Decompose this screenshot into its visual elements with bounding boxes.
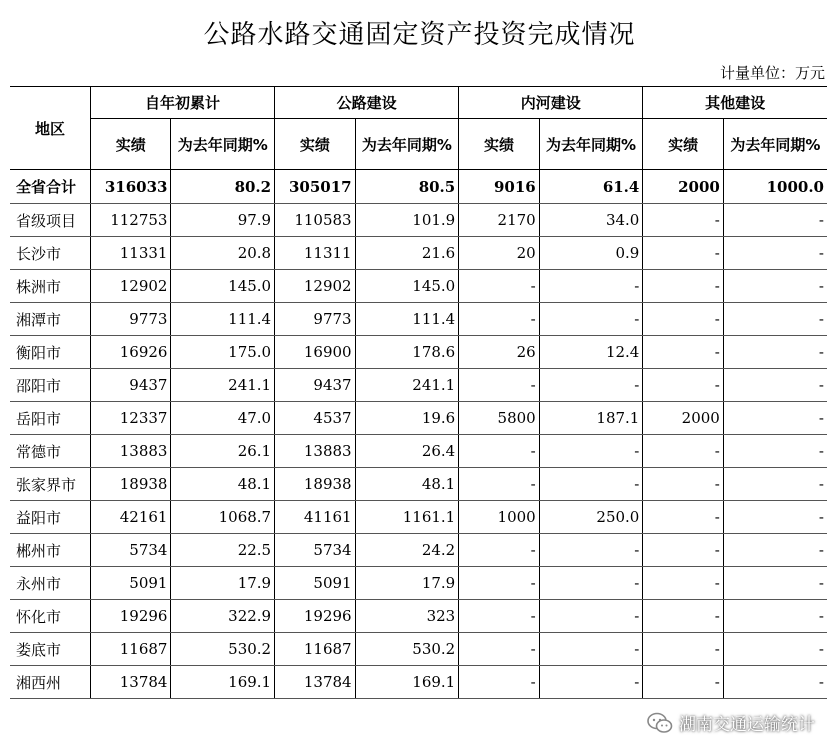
header-yoy-pct: 为去年同期% xyxy=(355,119,459,170)
actual-cell: 13784 xyxy=(90,666,170,699)
actual-cell: - xyxy=(643,336,723,369)
actual-cell: - xyxy=(459,633,539,666)
yoy-pct-cell: 530.2 xyxy=(171,633,275,666)
actual-cell: - xyxy=(643,369,723,402)
region-cell: 岳阳市 xyxy=(10,402,90,435)
actual-cell: - xyxy=(643,204,723,237)
actual-cell: - xyxy=(643,435,723,468)
actual-cell: 9773 xyxy=(90,303,170,336)
yoy-pct-cell: 1161.1 xyxy=(355,501,459,534)
actual-cell: 13883 xyxy=(275,435,355,468)
yoy-pct-cell: - xyxy=(539,600,643,633)
actual-cell: 9773 xyxy=(275,303,355,336)
actual-cell: - xyxy=(459,270,539,303)
yoy-pct-cell: - xyxy=(539,633,643,666)
region-cell: 益阳市 xyxy=(10,501,90,534)
actual-cell: - xyxy=(643,237,723,270)
yoy-pct-cell: - xyxy=(723,237,827,270)
yoy-pct-cell: 111.4 xyxy=(355,303,459,336)
actual-cell: - xyxy=(643,501,723,534)
region-cell: 怀化市 xyxy=(10,600,90,633)
table-row xyxy=(10,237,827,270)
actual-cell: 5734 xyxy=(275,534,355,567)
region-cell: 湘潭市 xyxy=(10,303,90,336)
table-row xyxy=(10,435,827,468)
actual-cell: 316033 xyxy=(90,170,170,204)
actual-cell: 112753 xyxy=(90,204,170,237)
actual-cell: 5091 xyxy=(275,567,355,600)
yoy-pct-cell: 34.0 xyxy=(539,204,643,237)
yoy-pct-cell: 80.5 xyxy=(355,170,459,204)
actual-cell: 110583 xyxy=(275,204,355,237)
actual-cell: 9437 xyxy=(275,369,355,402)
table-row xyxy=(10,600,827,633)
region-cell: 长沙市 xyxy=(10,237,90,270)
yoy-pct-cell: - xyxy=(723,303,827,336)
yoy-pct-cell: - xyxy=(539,666,643,699)
yoy-pct-cell: 47.0 xyxy=(171,402,275,435)
yoy-pct-cell: - xyxy=(539,567,643,600)
yoy-pct-cell: 48.1 xyxy=(355,468,459,501)
actual-cell: 13883 xyxy=(90,435,170,468)
yoy-pct-cell: - xyxy=(723,336,827,369)
yoy-pct-cell: 169.1 xyxy=(171,666,275,699)
actual-cell: - xyxy=(459,468,539,501)
table-row xyxy=(10,567,827,600)
actual-cell: 18938 xyxy=(275,468,355,501)
actual-cell: - xyxy=(459,666,539,699)
actual-cell: 12902 xyxy=(90,270,170,303)
actual-cell: - xyxy=(459,303,539,336)
yoy-pct-cell: - xyxy=(723,567,827,600)
actual-cell: 41161 xyxy=(275,501,355,534)
actual-cell: - xyxy=(643,468,723,501)
table-row xyxy=(10,369,827,402)
yoy-pct-cell: 26.4 xyxy=(355,435,459,468)
yoy-pct-cell: 145.0 xyxy=(355,270,459,303)
yoy-pct-cell: - xyxy=(539,534,643,567)
table-row xyxy=(10,468,827,501)
investment-table xyxy=(10,86,827,699)
yoy-pct-cell: 21.6 xyxy=(355,237,459,270)
yoy-pct-cell: 175.0 xyxy=(171,336,275,369)
yoy-pct-cell: - xyxy=(723,501,827,534)
region-cell: 永州市 xyxy=(10,567,90,600)
header-group-cumulative: 自年初累计 xyxy=(90,87,274,119)
table-row xyxy=(10,303,827,336)
yoy-pct-cell: 12.4 xyxy=(539,336,643,369)
table-row xyxy=(10,336,827,369)
actual-cell: 9016 xyxy=(459,170,539,204)
yoy-pct-cell: - xyxy=(539,468,643,501)
actual-cell: 20 xyxy=(459,237,539,270)
actual-cell: 18938 xyxy=(90,468,170,501)
yoy-pct-cell: 169.1 xyxy=(355,666,459,699)
region-cell: 湘西州 xyxy=(10,666,90,699)
wechat-icon xyxy=(647,712,673,734)
actual-cell: 19296 xyxy=(90,600,170,633)
yoy-pct-cell: 48.1 xyxy=(171,468,275,501)
actual-cell: 42161 xyxy=(90,501,170,534)
watermark-text: 湖南交通运输统计 xyxy=(679,715,815,735)
yoy-pct-cell: 241.1 xyxy=(171,369,275,402)
yoy-pct-cell: - xyxy=(539,270,643,303)
yoy-pct-cell: - xyxy=(723,435,827,468)
actual-cell: 11687 xyxy=(90,633,170,666)
actual-cell: 11687 xyxy=(275,633,355,666)
table-row xyxy=(10,402,827,435)
table-row xyxy=(10,270,827,303)
actual-cell: - xyxy=(643,567,723,600)
actual-cell: 1000 xyxy=(459,501,539,534)
header-actual: 实绩 xyxy=(90,119,170,170)
actual-cell: 16926 xyxy=(90,336,170,369)
actual-cell: - xyxy=(459,534,539,567)
yoy-pct-cell: 0.9 xyxy=(539,237,643,270)
yoy-pct-cell: - xyxy=(723,468,827,501)
table-row xyxy=(10,170,827,204)
region-cell: 省级项目 xyxy=(10,204,90,237)
actual-cell: 4537 xyxy=(275,402,355,435)
table-row xyxy=(10,633,827,666)
actual-cell: - xyxy=(459,369,539,402)
yoy-pct-cell: - xyxy=(539,369,643,402)
yoy-pct-cell: 20.8 xyxy=(171,237,275,270)
actual-cell: 2000 xyxy=(643,402,723,435)
yoy-pct-cell: 1000.0 xyxy=(723,170,827,204)
yoy-pct-cell: - xyxy=(723,666,827,699)
actual-cell: 2000 xyxy=(643,170,723,204)
header-actual: 实绩 xyxy=(459,119,539,170)
yoy-pct-cell: 241.1 xyxy=(355,369,459,402)
page-title: 公路水路交通固定资产投资完成情况 xyxy=(203,20,636,50)
actual-cell: - xyxy=(643,600,723,633)
region-cell: 郴州市 xyxy=(10,534,90,567)
actual-cell: 26 xyxy=(459,336,539,369)
table-row xyxy=(10,204,827,237)
region-cell: 邵阳市 xyxy=(10,369,90,402)
watermark xyxy=(647,710,815,735)
actual-cell: 5800 xyxy=(459,402,539,435)
actual-cell: 5734 xyxy=(90,534,170,567)
actual-cell: - xyxy=(643,534,723,567)
header-group-inland-waterway: 内河建设 xyxy=(459,87,643,119)
yoy-pct-cell: - xyxy=(539,435,643,468)
actual-cell: 11311 xyxy=(275,237,355,270)
header-region: 地区 xyxy=(10,87,90,170)
actual-cell: 11331 xyxy=(90,237,170,270)
actual-cell: - xyxy=(459,567,539,600)
header-actual: 实绩 xyxy=(275,119,355,170)
yoy-pct-cell: 1068.7 xyxy=(171,501,275,534)
actual-cell: 9437 xyxy=(90,369,170,402)
yoy-pct-cell: - xyxy=(723,369,827,402)
yoy-pct-cell: 97.9 xyxy=(171,204,275,237)
yoy-pct-cell: 80.2 xyxy=(171,170,275,204)
table-row xyxy=(10,534,827,567)
actual-cell: 12337 xyxy=(90,402,170,435)
actual-cell: - xyxy=(643,633,723,666)
yoy-pct-cell: 19.6 xyxy=(355,402,459,435)
actual-cell: 19296 xyxy=(275,600,355,633)
actual-cell: 13784 xyxy=(275,666,355,699)
region-cell: 全省合计 xyxy=(10,170,90,204)
yoy-pct-cell: 322.9 xyxy=(171,600,275,633)
header-group-other: 其他建设 xyxy=(643,87,827,119)
yoy-pct-cell: 530.2 xyxy=(355,633,459,666)
actual-cell: - xyxy=(459,435,539,468)
region-cell: 张家界市 xyxy=(10,468,90,501)
actual-cell: - xyxy=(643,303,723,336)
table-row xyxy=(10,501,827,534)
yoy-pct-cell: 111.4 xyxy=(171,303,275,336)
yoy-pct-cell: - xyxy=(723,534,827,567)
yoy-pct-cell: 17.9 xyxy=(355,567,459,600)
yoy-pct-cell: 101.9 xyxy=(355,204,459,237)
header-yoy-pct: 为去年同期% xyxy=(171,119,275,170)
region-cell: 娄底市 xyxy=(10,633,90,666)
actual-cell: 305017 xyxy=(275,170,355,204)
yoy-pct-cell: - xyxy=(723,633,827,666)
yoy-pct-cell: 323 xyxy=(355,600,459,633)
region-cell: 衡阳市 xyxy=(10,336,90,369)
actual-cell: - xyxy=(643,666,723,699)
yoy-pct-cell: 26.1 xyxy=(171,435,275,468)
yoy-pct-cell: 24.2 xyxy=(355,534,459,567)
unit-label: 计量单位：万元 xyxy=(719,64,825,82)
yoy-pct-cell: - xyxy=(723,402,827,435)
yoy-pct-cell: 145.0 xyxy=(171,270,275,303)
yoy-pct-cell: - xyxy=(539,303,643,336)
actual-cell: 5091 xyxy=(90,567,170,600)
actual-cell: 2170 xyxy=(459,204,539,237)
actual-cell: 16900 xyxy=(275,336,355,369)
table-body xyxy=(10,170,827,699)
actual-cell: 12902 xyxy=(275,270,355,303)
actual-cell: - xyxy=(643,270,723,303)
header-group-highway: 公路建设 xyxy=(275,87,459,119)
yoy-pct-cell: 17.9 xyxy=(171,567,275,600)
actual-cell: - xyxy=(459,600,539,633)
yoy-pct-cell: - xyxy=(723,204,827,237)
yoy-pct-cell: - xyxy=(723,270,827,303)
header-actual: 实绩 xyxy=(643,119,723,170)
table-row xyxy=(10,666,827,699)
yoy-pct-cell: 187.1 xyxy=(539,402,643,435)
header-yoy-pct: 为去年同期% xyxy=(723,119,827,170)
yoy-pct-cell: 250.0 xyxy=(539,501,643,534)
header-yoy-pct: 为去年同期% xyxy=(539,119,643,170)
yoy-pct-cell: 178.6 xyxy=(355,336,459,369)
region-cell: 常德市 xyxy=(10,435,90,468)
yoy-pct-cell: - xyxy=(723,600,827,633)
yoy-pct-cell: 22.5 xyxy=(171,534,275,567)
region-cell: 株洲市 xyxy=(10,270,90,303)
yoy-pct-cell: 61.4 xyxy=(539,170,643,204)
